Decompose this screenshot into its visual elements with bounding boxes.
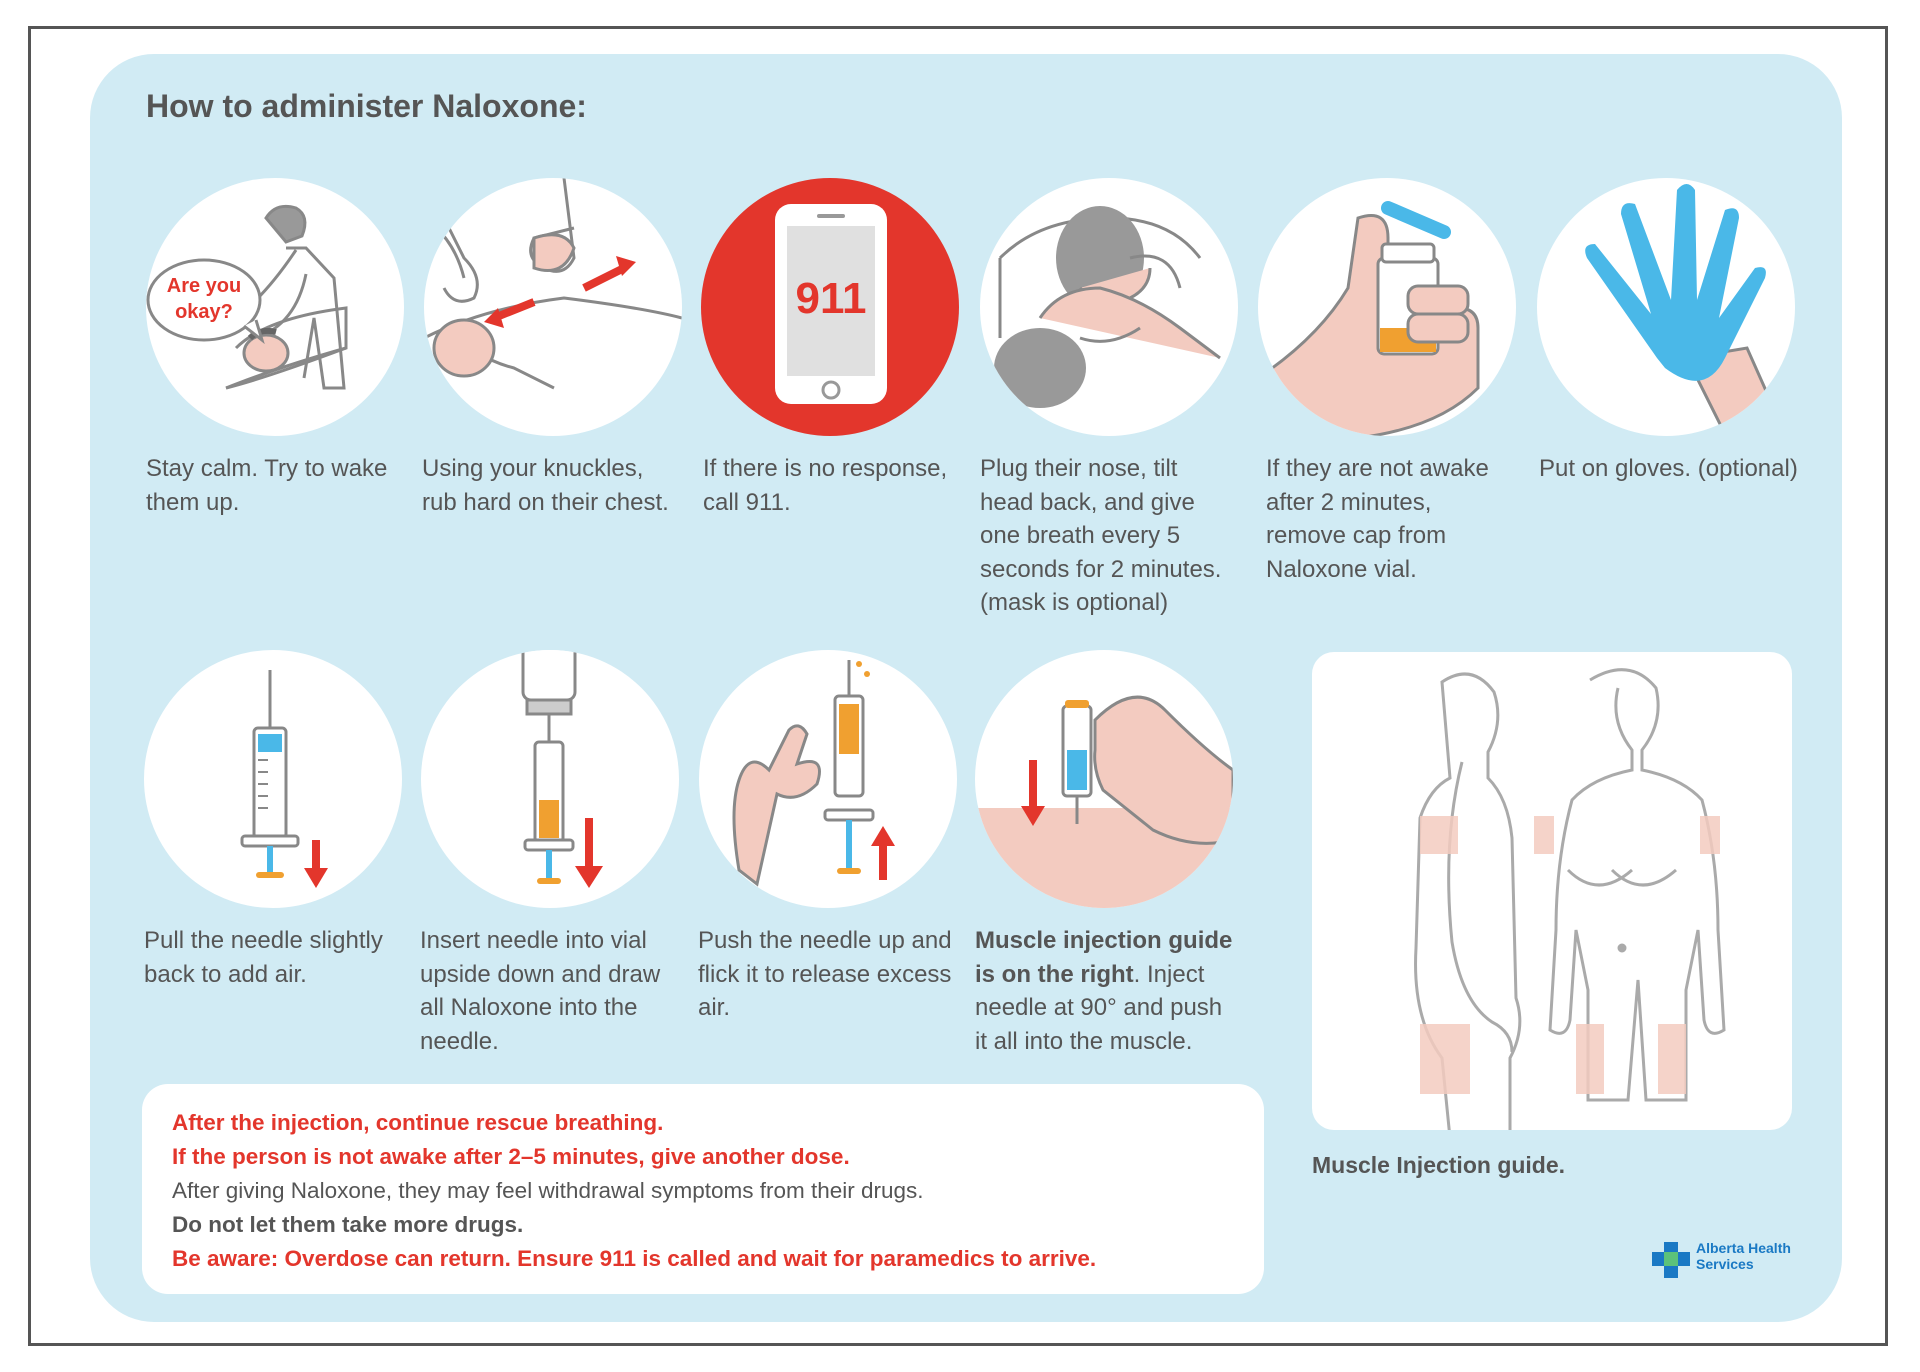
step-10-text [975, 924, 1237, 1058]
inject-muscle-illustration [975, 650, 1233, 908]
phone-911-label: 911 [795, 274, 867, 323]
flick-needle-illustration [699, 650, 957, 908]
chest-rub-illustration [424, 178, 682, 436]
after-line-4: Do not let them take more drugs. [172, 1212, 524, 1237]
logo-text [1696, 1240, 1791, 1272]
after-line-1: After the injection, continue rescue breathing. [172, 1110, 664, 1135]
after-line-5: Be aware: Overdose can return. Ensure 911 is called and wait for paramedics to arrive. [172, 1246, 1097, 1271]
bubble-line-2: okay? [175, 301, 233, 323]
ahs-cross-icon [1650, 1238, 1694, 1282]
step-3-text: If there is no response, call 911. [703, 455, 948, 516]
wake-up-illustration [146, 178, 404, 436]
step-7-text: Pull the needle slightly back to add air. [144, 927, 383, 988]
after-injection-box [142, 1084, 1264, 1294]
logo-line-1: Alberta Health [1696, 1240, 1791, 1256]
after-line-3: After giving Naloxone, they may feel withdrawal symptoms from their drugs. [172, 1178, 924, 1203]
alberta-health-services-logo [1650, 1238, 1800, 1282]
muscle-injection-guide [1312, 652, 1792, 1130]
logo-line-2: Services [1696, 1256, 1754, 1272]
rescue-breathing-illustration [980, 178, 1238, 436]
step-10-bold: Muscle injection guide is on the right [975, 927, 1233, 988]
step-10-rest: . Inject needle at 90° and push it all into the muscle. [975, 960, 1223, 1055]
body-guide-caption: Muscle Injection guide. [1312, 1152, 1566, 1178]
step-5-text: If they are not awake after 2 minutes, remove cap from Naloxone vial. [1266, 455, 1489, 583]
step-8-text: Insert needle into vial upside down and draw all Naloxone into the needle. [420, 927, 661, 1055]
pull-needle-illustration [144, 650, 402, 908]
after-line-2: If the person is not awake after 2–5 minutes, give another dose. [172, 1144, 850, 1169]
step-9-text: Push the needle up and flick it to release excess air. [698, 927, 952, 1021]
insert-needle-illustration [421, 650, 679, 908]
step-4-text: Plug their nose, tilt head back, and give one breath every 5 seconds for 2 minutes. (mask is optional) [980, 455, 1222, 616]
gloves-illustration [1537, 178, 1795, 436]
remove-cap-illustration [1258, 178, 1516, 436]
page-title: How to administer Naloxone: [146, 88, 587, 124]
step-6-text: Put on gloves. (optional) [1539, 455, 1798, 482]
bubble-line-1: Are you [166, 275, 242, 297]
call-911-illustration [701, 178, 959, 436]
step-1-text: Stay calm. Try to wake them up. [146, 455, 388, 516]
step-2-text: Using your knuckles, rub hard on their chest. [422, 455, 669, 516]
